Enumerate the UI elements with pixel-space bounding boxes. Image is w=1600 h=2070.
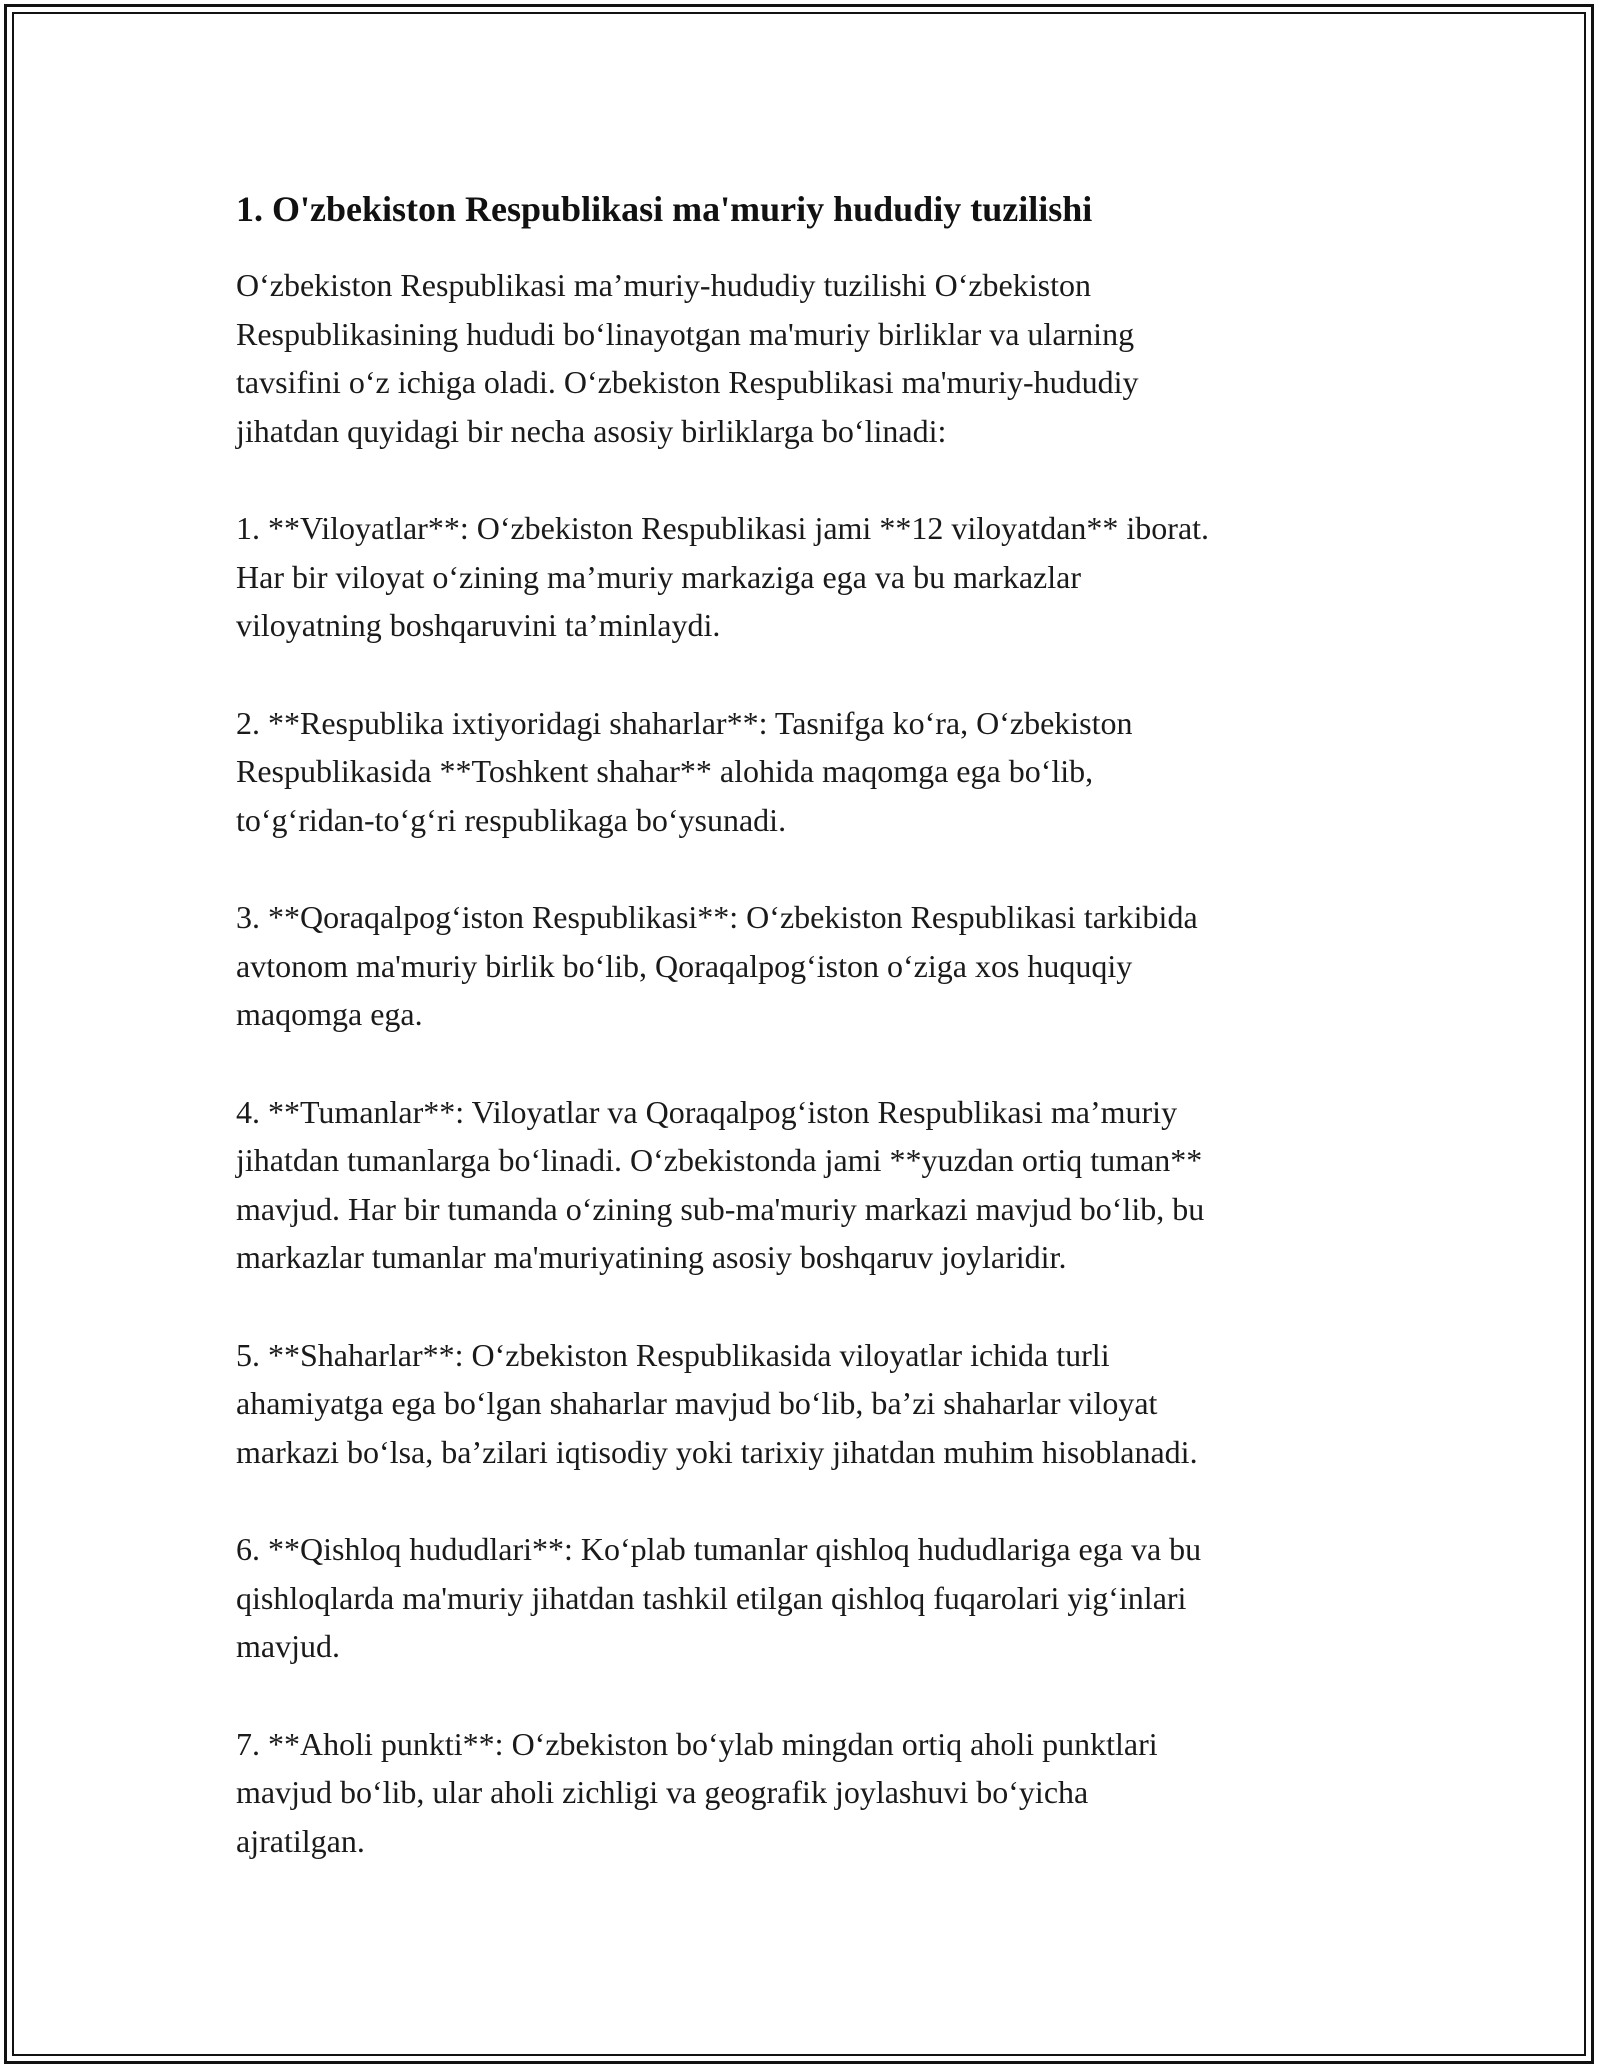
list-item-qoraqalpogiston bbox=[236, 893, 1376, 1039]
text-line: Respublikasining hududi bo‘linayotgan ma'muriy birliklar va ularning bbox=[236, 315, 1135, 352]
text-line: ajratilgan. bbox=[236, 1822, 365, 1859]
text-line: maqomga ega. bbox=[236, 996, 423, 1032]
document-title: 1. O'zbekiston Respublikasi ma'muriy hududiy tuzilishi bbox=[236, 189, 1093, 229]
text-line: viloyatning boshqaruvini ta’minlaydi. bbox=[236, 607, 721, 643]
text-line: 6. **Qishloq hududlari**: Ko‘plab tumanlar qishloq hududlariga ega va bu bbox=[236, 1531, 1202, 1567]
text-line: tavsifini o‘z ichiga oladi. O‘zbekiston Respublikasi ma'muriy-hududiy bbox=[236, 364, 1139, 400]
text-line: markazlar tumanlar ma'muriyatining asosiy boshqaruv joylaridir. bbox=[236, 1239, 1067, 1275]
text-line: mavjud bo‘lib, ular aholi zichligi va geografik joylashuvi bo‘yicha bbox=[236, 1774, 1089, 1810]
text-line: 3. **Qoraqalpog‘iston Respublikasi**: O‘zbekiston Respublikasi tarkibida bbox=[236, 899, 1198, 935]
text-line: avtonom ma'muriy birlik bo‘lib, Qoraqalpog‘iston o‘ziga xos huquqiy bbox=[236, 947, 1133, 984]
list-item-tumanlar bbox=[236, 1088, 1376, 1282]
text-line: 2. **Respublika ixtiyoridagi shaharlar**: Tasnifga ko‘ra, O‘zbekiston bbox=[236, 704, 1133, 741]
text-line: qishloqlarda ma'muriy jihatdan tashkil etilgan qishloq fuqarolari yig‘inlari bbox=[236, 1579, 1187, 1616]
text-line: Respublikasida **Toshkent shahar** alohida maqomga ega bo‘lib, bbox=[236, 753, 1094, 789]
text-line: O‘zbekiston Respublikasi ma’muriy-hududiy tuzilishi O‘zbekiston bbox=[236, 267, 1091, 303]
text-line: mavjud. Har bir tumanda o‘zining sub-ma'muriy markazi mavjud bo‘lib, bu bbox=[236, 1190, 1205, 1227]
text-line: Har bir viloyat o‘zining ma’muriy markaziga ega va bu markazlar bbox=[236, 558, 1081, 595]
text-line: mavjud. bbox=[236, 1628, 340, 1664]
list-item-shaharlar bbox=[236, 1331, 1376, 1477]
text-line: ahamiyatga ega bo‘lgan shaharlar mavjud bo‘lib, ba’zi shaharlar viloyat bbox=[236, 1385, 1158, 1421]
text-line: to‘g‘ridan-to‘g‘ri respublikaga bo‘ysunadi. bbox=[236, 801, 787, 838]
list-item-aholi-punkti bbox=[236, 1720, 1376, 1866]
intro-paragraph bbox=[236, 261, 1376, 455]
text-line: 5. **Shaharlar**: O‘zbekiston Respublikasida viloyatlar ichida turli bbox=[236, 1336, 1110, 1373]
list-item-respublika-shaharlar bbox=[236, 699, 1376, 845]
text-line: 1. **Viloyatlar**: O‘zbekiston Respublikasi jami **12 viloyatdan** iborat. bbox=[236, 510, 1210, 546]
list-item-viloyatlar bbox=[236, 504, 1376, 650]
list-item-qishloq-hududlari bbox=[236, 1525, 1376, 1671]
document-body bbox=[236, 185, 1376, 1914]
text-line: jihatdan tumanlarga bo‘linadi. O‘zbekistonda jami **yuzdan ortiq tuman** bbox=[236, 1142, 1203, 1178]
text-line: 7. **Aholi punkti**: O‘zbekiston bo‘ylab mingdan ortiq aholi punktlari bbox=[236, 1725, 1158, 1762]
text-line: markazi bo‘lsa, ba’zilari iqtisodiy yoki tarixiy jihatdan muhim hisoblanadi. bbox=[236, 1433, 1198, 1470]
text-line: 4. **Tumanlar**: Viloyatlar va Qoraqalpog‘iston Respublikasi ma’muriy bbox=[236, 1093, 1178, 1130]
text-line: jihatdan quyidagi bir necha asosiy birliklarga bo‘linadi: bbox=[236, 412, 947, 449]
